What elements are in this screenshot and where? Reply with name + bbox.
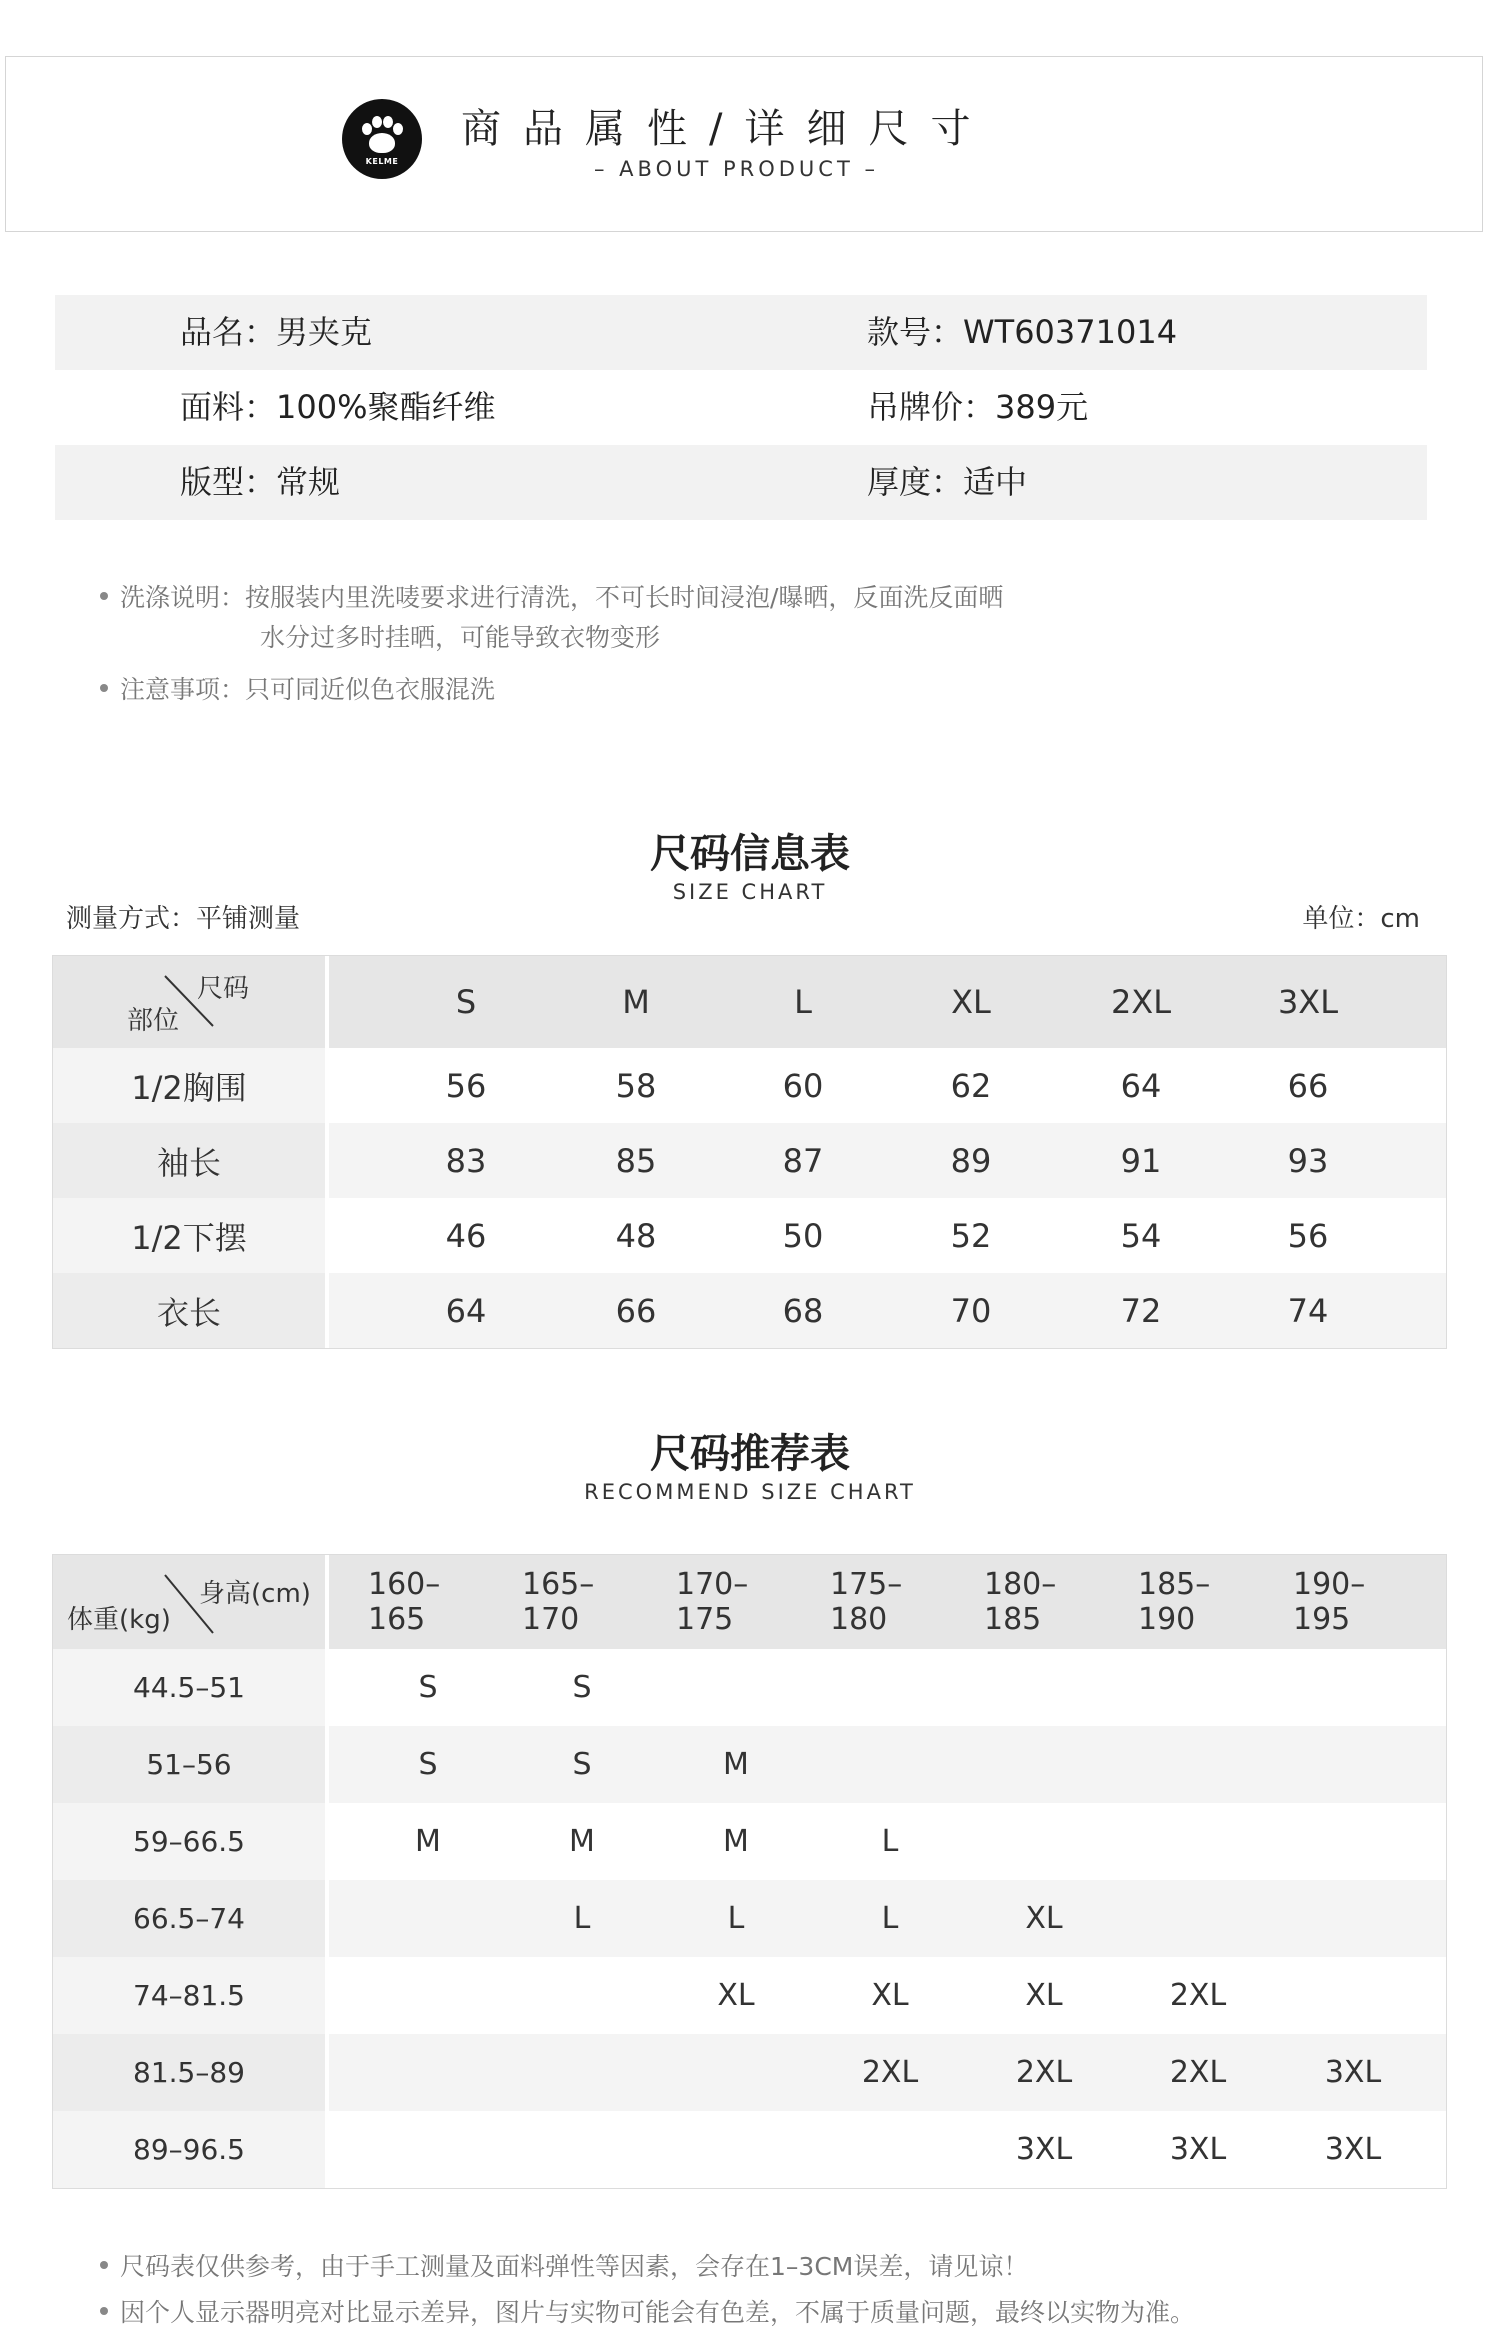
table-cell: S xyxy=(418,1670,438,1705)
table-cell xyxy=(676,2034,796,2111)
attribute-price: 吊牌价：389元 xyxy=(867,388,1089,426)
table-cell: 60 xyxy=(782,1066,824,1105)
bullet-icon xyxy=(100,2307,108,2315)
table-row xyxy=(53,1803,1446,1880)
table-cell xyxy=(522,2111,642,2188)
attribute-fit: 版型：常规 xyxy=(180,463,341,501)
column-separator xyxy=(325,1048,329,1123)
product-attributes xyxy=(55,295,1427,520)
column-header: XL xyxy=(951,983,991,1021)
table-cell: XL xyxy=(1025,1978,1063,2013)
attribute-style-no: 款号：WT60371014 xyxy=(867,313,1178,351)
column-header: 165–170 xyxy=(522,1567,595,1637)
care-notes xyxy=(100,578,1300,710)
table-cell xyxy=(984,1803,1104,1880)
row-label: 袖长 xyxy=(53,1123,325,1198)
footer-note xyxy=(100,2290,1195,2336)
table-cell: L xyxy=(881,1824,899,1859)
paw-toe-icon xyxy=(383,116,393,128)
attribute-name: 品名：男夹克 xyxy=(180,313,373,351)
header-title: 商品属性/详细尺寸 xyxy=(461,106,993,152)
table-cell: 2XL xyxy=(1169,1978,1227,2013)
table-cell xyxy=(1293,1726,1413,1803)
attribute-row xyxy=(55,295,1427,370)
row-label: 66.5–74 xyxy=(53,1880,325,1957)
table-cell: 3XL xyxy=(1324,2055,1382,2090)
table-cell xyxy=(368,1957,488,2034)
table-cell: 66 xyxy=(1287,1066,1329,1105)
caution-note xyxy=(100,670,1300,710)
table-row xyxy=(53,1880,1446,1957)
table-cell xyxy=(830,1726,950,1803)
table-cell: L xyxy=(881,1901,899,1936)
column-separator xyxy=(325,956,329,1048)
table-corner-cell xyxy=(53,1555,325,1649)
table-cell xyxy=(1293,1880,1413,1957)
caution-note-text: 注意事项：只可同近似色衣服混洗 xyxy=(120,675,496,704)
table-cell: 83 xyxy=(445,1141,487,1180)
table-cell: 48 xyxy=(615,1216,657,1255)
table-cell: 89 xyxy=(950,1141,992,1180)
column-header: 180–185 xyxy=(984,1567,1057,1637)
table-cell xyxy=(830,2111,950,2188)
attribute-fabric: 面料：100%聚酯纤维 xyxy=(180,388,496,426)
table-cell xyxy=(984,1649,1104,1726)
table-cell: 64 xyxy=(1120,1066,1162,1105)
table-cell: 52 xyxy=(950,1216,992,1255)
table-cell: 3XL xyxy=(1324,2132,1382,2167)
table-cell: 46 xyxy=(445,1216,487,1255)
paw-toe-icon xyxy=(393,123,403,135)
table-cell: 2XL xyxy=(1015,2055,1073,2090)
table-cell xyxy=(830,1649,950,1726)
table-cell xyxy=(984,1726,1104,1803)
footer-notes xyxy=(100,2244,1195,2336)
table-corner-cell xyxy=(53,956,325,1048)
table-cell: L xyxy=(727,1901,745,1936)
column-separator xyxy=(325,1273,329,1348)
row-label: 89–96.5 xyxy=(53,2111,325,2188)
wash-note xyxy=(100,578,1300,618)
recommend-chart-title: 尺码推荐表 xyxy=(650,1431,850,1477)
row-label: 1/2下摆 xyxy=(53,1198,325,1273)
column-header: 175–180 xyxy=(830,1567,903,1637)
table-row xyxy=(53,1649,1446,1726)
table-row xyxy=(53,1957,1446,2034)
column-separator xyxy=(325,1803,329,1880)
table-cell xyxy=(522,1957,642,2034)
size-chart-subtitle: SIZE CHART xyxy=(672,880,828,904)
table-row xyxy=(53,1273,1446,1348)
table-cell: XL xyxy=(717,1978,755,2013)
column-separator xyxy=(325,2111,329,2188)
paw-toe-icon xyxy=(372,116,382,128)
row-label: 44.5–51 xyxy=(53,1649,325,1726)
column-separator xyxy=(325,1957,329,2034)
table-cell: 3XL xyxy=(1169,2132,1227,2167)
table-cell: XL xyxy=(1025,1901,1063,1936)
table-cell: 91 xyxy=(1120,1141,1162,1180)
column-separator xyxy=(325,1123,329,1198)
row-label: 1/2胸围 xyxy=(53,1048,325,1123)
bullet-icon xyxy=(100,684,108,692)
row-label: 51–56 xyxy=(53,1726,325,1803)
table-cell: M xyxy=(723,1824,749,1859)
table-cell: L xyxy=(573,1901,591,1936)
brand-name: KELME xyxy=(365,157,399,166)
table-cell: 87 xyxy=(782,1141,824,1180)
wash-note-text: 洗涤说明：按服装内里洗唛要求进行清洗，不可长时间浸泡/曝晒，反面洗反面晒 xyxy=(120,583,1004,612)
row-label: 74–81.5 xyxy=(53,1957,325,2034)
column-header: M xyxy=(622,983,650,1021)
bullet-icon xyxy=(100,2261,108,2269)
table-cell: 62 xyxy=(950,1066,992,1105)
table-cell: 3XL xyxy=(1015,2132,1073,2167)
recommend-chart-subtitle: RECOMMEND SIZE CHART xyxy=(584,1480,916,1504)
column-header: 3XL xyxy=(1277,983,1339,1021)
table-cell: 74 xyxy=(1287,1291,1329,1330)
row-label: 81.5–89 xyxy=(53,2034,325,2111)
bullet-icon xyxy=(100,592,108,600)
header-subtitle: – ABOUT PRODUCT – xyxy=(594,157,879,181)
table-row xyxy=(53,2111,1446,2188)
table-cell xyxy=(1138,1880,1258,1957)
table-cell: 2XL xyxy=(861,2055,919,2090)
recommend-chart-table xyxy=(52,1554,1447,2189)
attribute-thickness: 厚度：适中 xyxy=(867,463,1028,501)
table-row xyxy=(53,1123,1446,1198)
column-header: 160–165 xyxy=(368,1567,441,1637)
table-cell: 64 xyxy=(445,1291,487,1330)
attribute-row xyxy=(55,445,1427,520)
measure-unit: 单位：cm xyxy=(1302,904,1420,934)
table-cell xyxy=(368,2111,488,2188)
footer-note xyxy=(100,2244,1195,2290)
table-cell xyxy=(1138,1803,1258,1880)
table-cell xyxy=(676,2111,796,2188)
table-cell xyxy=(368,2034,488,2111)
footer-note-text: 因个人显示器明亮对比显示差异，图片与实物可能会有色差，不属于质量问题，最终以实物为准。 xyxy=(120,2298,1196,2327)
table-cell: 93 xyxy=(1287,1141,1329,1180)
table-cell: M xyxy=(723,1747,749,1782)
column-header: L xyxy=(794,983,812,1021)
column-header: 2XL xyxy=(1110,983,1172,1021)
column-header: S xyxy=(455,983,477,1021)
table-cell: S xyxy=(418,1747,438,1782)
table-cell xyxy=(1138,1649,1258,1726)
row-label: 59–66.5 xyxy=(53,1803,325,1880)
table-cell: 72 xyxy=(1120,1291,1162,1330)
table-cell: 68 xyxy=(782,1291,824,1330)
column-separator xyxy=(325,2034,329,2111)
table-cell: 70 xyxy=(950,1291,992,1330)
column-header: 190–195 xyxy=(1293,1567,1366,1637)
column-separator xyxy=(325,1726,329,1803)
table-cell xyxy=(1138,1726,1258,1803)
wash-note-continued: 水分过多时挂晒，可能导致衣物变形 xyxy=(260,623,661,652)
column-separator xyxy=(325,1555,329,1649)
corner-label-bottom: 部位 xyxy=(127,1006,180,1036)
table-cell: M xyxy=(415,1824,441,1859)
table-row xyxy=(53,1198,1446,1273)
table-cell: 58 xyxy=(615,1066,657,1105)
table-cell: 2XL xyxy=(1169,2055,1227,2090)
paw-toe-icon xyxy=(362,123,372,135)
corner-label-top: 身高(cm) xyxy=(199,1579,311,1609)
table-cell: 56 xyxy=(445,1066,487,1105)
column-header: 185–190 xyxy=(1138,1567,1211,1637)
product-header xyxy=(5,56,1483,232)
column-separator xyxy=(325,1880,329,1957)
table-cell: 50 xyxy=(782,1216,824,1255)
corner-label-top: 尺码 xyxy=(197,974,250,1004)
column-separator xyxy=(325,1198,329,1273)
table-row xyxy=(53,2034,1446,2111)
table-header-row xyxy=(53,1555,1446,1649)
table-cell: XL xyxy=(871,1978,909,2013)
table-cell xyxy=(522,2034,642,2111)
table-cell: S xyxy=(572,1670,592,1705)
size-chart-title: 尺码信息表 xyxy=(650,831,850,877)
paw-icon xyxy=(369,133,395,153)
table-cell xyxy=(676,1649,796,1726)
table-cell xyxy=(1293,1803,1413,1880)
column-separator xyxy=(325,1649,329,1726)
table-cell xyxy=(1293,1957,1413,2034)
corner-label-bottom: 体重(kg) xyxy=(67,1605,171,1635)
table-cell: 54 xyxy=(1120,1216,1162,1255)
diagonal-divider-icon xyxy=(53,956,325,1048)
table-cell xyxy=(368,1880,488,1957)
row-label: 衣长 xyxy=(53,1273,325,1348)
brand-logo xyxy=(342,99,422,179)
table-cell: 56 xyxy=(1287,1216,1329,1255)
measure-method: 测量方式：平铺测量 xyxy=(66,904,301,934)
size-chart-table xyxy=(52,955,1447,1349)
table-header-row xyxy=(53,956,1446,1048)
attribute-row xyxy=(55,370,1427,445)
footer-note-text: 尺码表仅供参考，由于手工测量及面料弹性等因素，会存在1–3CM误差，请见谅！ xyxy=(120,2252,1029,2281)
table-cell xyxy=(1293,1649,1413,1726)
column-header: 170–175 xyxy=(676,1567,749,1637)
table-cell: M xyxy=(569,1824,595,1859)
table-cell: 85 xyxy=(615,1141,657,1180)
table-cell: S xyxy=(572,1747,592,1782)
table-row xyxy=(53,1726,1446,1803)
table-cell: 66 xyxy=(615,1291,657,1330)
table-row xyxy=(53,1048,1446,1123)
